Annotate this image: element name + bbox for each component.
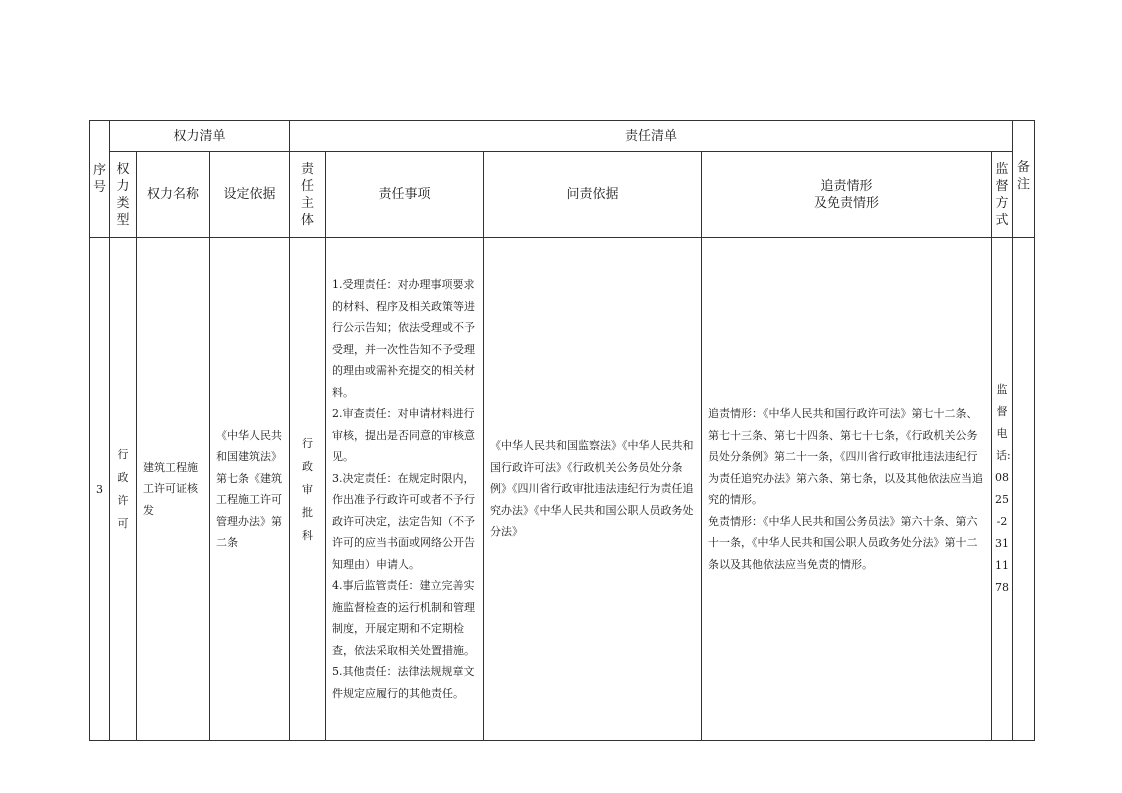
header-circumstances	[702, 152, 992, 238]
row-matters	[326, 238, 484, 741]
supervision-phone: 0825-2311178	[995, 471, 1010, 594]
matter-item-1: 1.受理责任：对办理事项要求的材料、程序及相关政策等进行公示告知；依法受理或不予受理，并一次性告知不予受理的理由或需补充提交的相关材料。	[332, 278, 475, 399]
circumstance-accountability: 追责情形：《中华人民共和国行政许可法》第七十二条、第七十三条、第七十四条、第七十七条，《行政机关公务员处分条例》第二十一条，《四川省行政审批违法违纪行为责任追究办法》第六条、第七条，以及其他依法应当追究的情形。	[708, 407, 983, 506]
matter-item-3: 3.决定责任：在规定时限内，作出准予行政许可或者不予行政许可决定，法定告知（不予许可的应当书面或网络公开告知理由）申请人。	[332, 471, 475, 571]
header-power-name: 权力名称	[137, 152, 210, 238]
row-supervision	[992, 238, 1013, 741]
header-subject: 责任主体	[290, 152, 326, 238]
header-seq: 序号	[90, 121, 110, 238]
matter-item-5: 5.其他责任：法律法规规章文件规定应履行的其他责任。	[332, 665, 475, 700]
row-basis: 《中华人民共和国建筑法》第七条《建筑工程施工许可管理办法》第二条	[210, 238, 290, 741]
supervision-label: 监督电话:	[995, 383, 1011, 462]
header-supervision: 监督方式	[992, 152, 1013, 238]
circumstance-exemption: 免责情形：《中华人民共和国公务员法》第六十条、第六十一条，《中华人民共和国公职人员政务处分法》第十二条以及其他依法应当免责的情形。	[708, 514, 978, 571]
header-power-type: 权力类型	[110, 152, 137, 238]
header-basis: 设定依据	[210, 152, 290, 238]
row-power-type: 行政许可	[110, 238, 137, 741]
row-remarks	[1013, 238, 1035, 741]
header-circumstances-line2: 及免责情形	[813, 195, 879, 211]
header-remarks: 备注	[1013, 121, 1035, 238]
responsibility-table	[89, 120, 1035, 741]
matter-item-2: 2.审查责任：对申请材料进行审核，提出是否同意的审核意见。	[332, 407, 475, 463]
header-circumstances-line1: 追责情形	[820, 178, 873, 194]
row-power-name: 建筑工程施工许可证核发	[137, 238, 210, 741]
matter-item-4: 4.事后监管责任：建立完善实施监督检查的运行机制和管理制度，开展定期和不定期检查，依法采取相关处置措施。	[332, 579, 475, 657]
row-subject: 行政审批科	[290, 238, 326, 741]
row-seq: 3	[90, 238, 110, 741]
header-accountability-basis: 问责依据	[484, 152, 702, 238]
header-responsibility-list: 责任清单	[290, 121, 1013, 152]
row-circumstances	[702, 238, 992, 741]
table-row	[90, 238, 1035, 741]
header-matters: 责任事项	[326, 152, 484, 238]
row-accountability-basis: 《中华人民共和国监察法》《中华人民共和国行政许可法》《行政机关公务员处分条例》《四川省行政审批违法违纪行为责任追究办法》《中华人民共和国公职人员政务处分法》	[484, 238, 702, 741]
header-power-list: 权力清单	[110, 121, 290, 152]
